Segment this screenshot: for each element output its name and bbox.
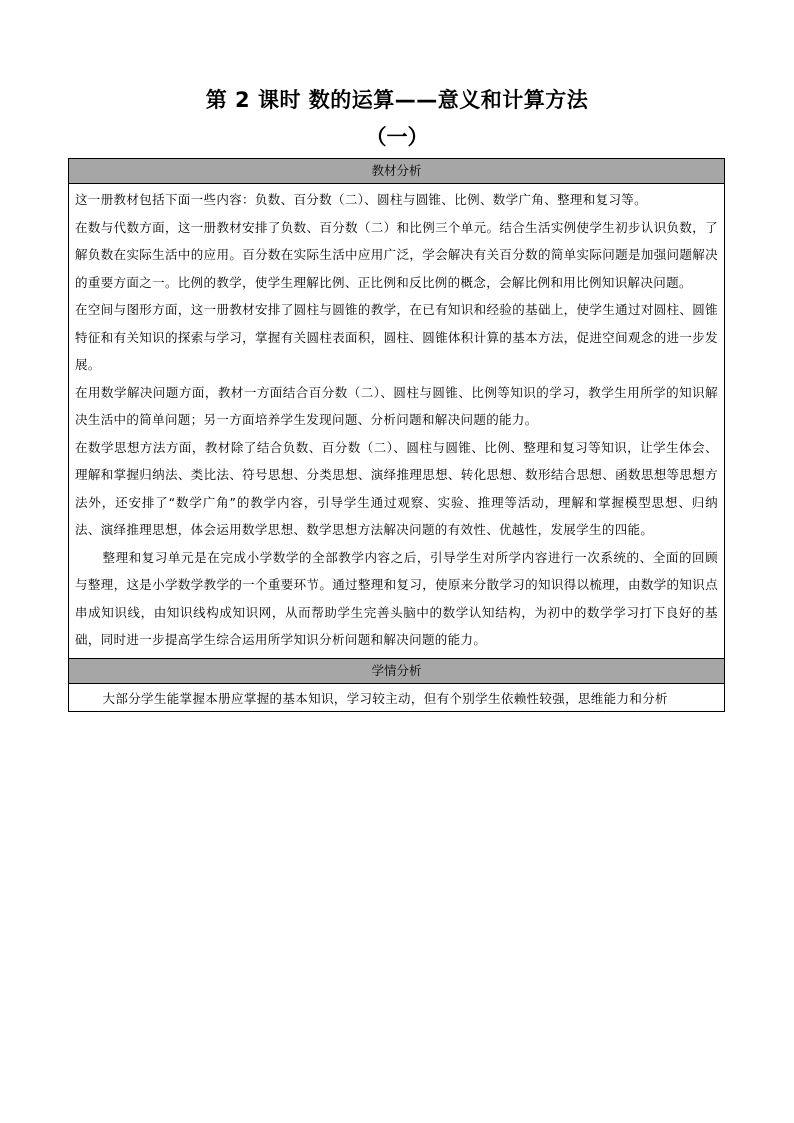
section-header-student-analysis: 学情分析 bbox=[69, 658, 724, 684]
textbook-analysis-content bbox=[69, 184, 724, 658]
paragraph: 大部分学生能掌握本册应掌握的基本知识，学习较主动，但有个别学生依赖性较强，思维能力和分析 bbox=[102, 690, 668, 706]
student-analysis-content bbox=[69, 684, 724, 711]
paragraph: 在用数学解决问题方面，教材一方面结合百分数（二）、圆柱与圆锥、比例等知识的学习，教学生用所学的知识解决生活中的简单问题；另一方面培养学生发现问题、分析问题和解决问题的能力。 bbox=[75, 384, 718, 427]
paragraph: 在数学思想方法方面，教材除了结合负数、百分数（二）、圆柱与圆锥、比例、整理和复习等知识，让学生体会、理解和掌握归纳法、类比法、符号思想、分类思想、演绎推理思想、转化思想、数形结合思想、函数思想等思想方法外，还安排了“数学广角”的教学内容，引导学生通过观察、实验、推理等活动，理解和掌握模型思想、归纳法、演绎推理思想，体会运用数学思想、数学思想方法解决问题的有效性、优越性，发展学生的四能。 bbox=[75, 439, 718, 537]
section-header-textbook-analysis: 教材分析 bbox=[69, 159, 724, 184]
lesson-subtitle: （一） bbox=[365, 125, 429, 149]
paragraph: 在数与代数方面，这一册教材安排了负数、百分数（二）和比例三个单元。结合生活实例使学生初步认识负数，了解负数在实际生活中的应用。百分数在实际生活中应用广泛，学会解决有关百分数的简单实际问题是加强问题解决的重要方面之一。比例的教学，使学生理解比例、正比例和反比例的概念，会解比例和用比例知识解决问题。 bbox=[75, 219, 718, 290]
paragraph: 整理和复习单元是在完成小学数学的全部教学内容之后，引导学生对所学内容进行一次系统的、全面的回顾与整理，这是小学数学教学的一个重要环节。通过整理和复习，使原来分散学习的知识得以梳理，由数学的知识点串成知识线，由知识线构成知识网，从而帮助学生完善头脑中的数学认知结构，为初中的数学学习打下良好的基础，同时进一步提高学生综合运用所学知识分析问题和解决问题的能力。 bbox=[75, 549, 718, 647]
paragraph: 在空间与图形方面，这一册教材安排了圆柱与圆锥的教学，在已有知识和经验的基础上，使学生通过对圆柱、圆锥特征和有关知识的探索与学习，掌握有关圆柱表面积，圆柱、圆锥体积计算的基本方法，促进空间观念的进一步发展。 bbox=[75, 302, 718, 372]
paragraph: 这一册教材包括下面一些内容：负数、百分数（二）、圆柱与圆锥、比例、数学广角、整理和复习等。 bbox=[75, 192, 648, 207]
lesson-title: 第 2 课时 数的运算——意义和计算方法 bbox=[205, 88, 589, 112]
lesson-table bbox=[68, 158, 725, 712]
